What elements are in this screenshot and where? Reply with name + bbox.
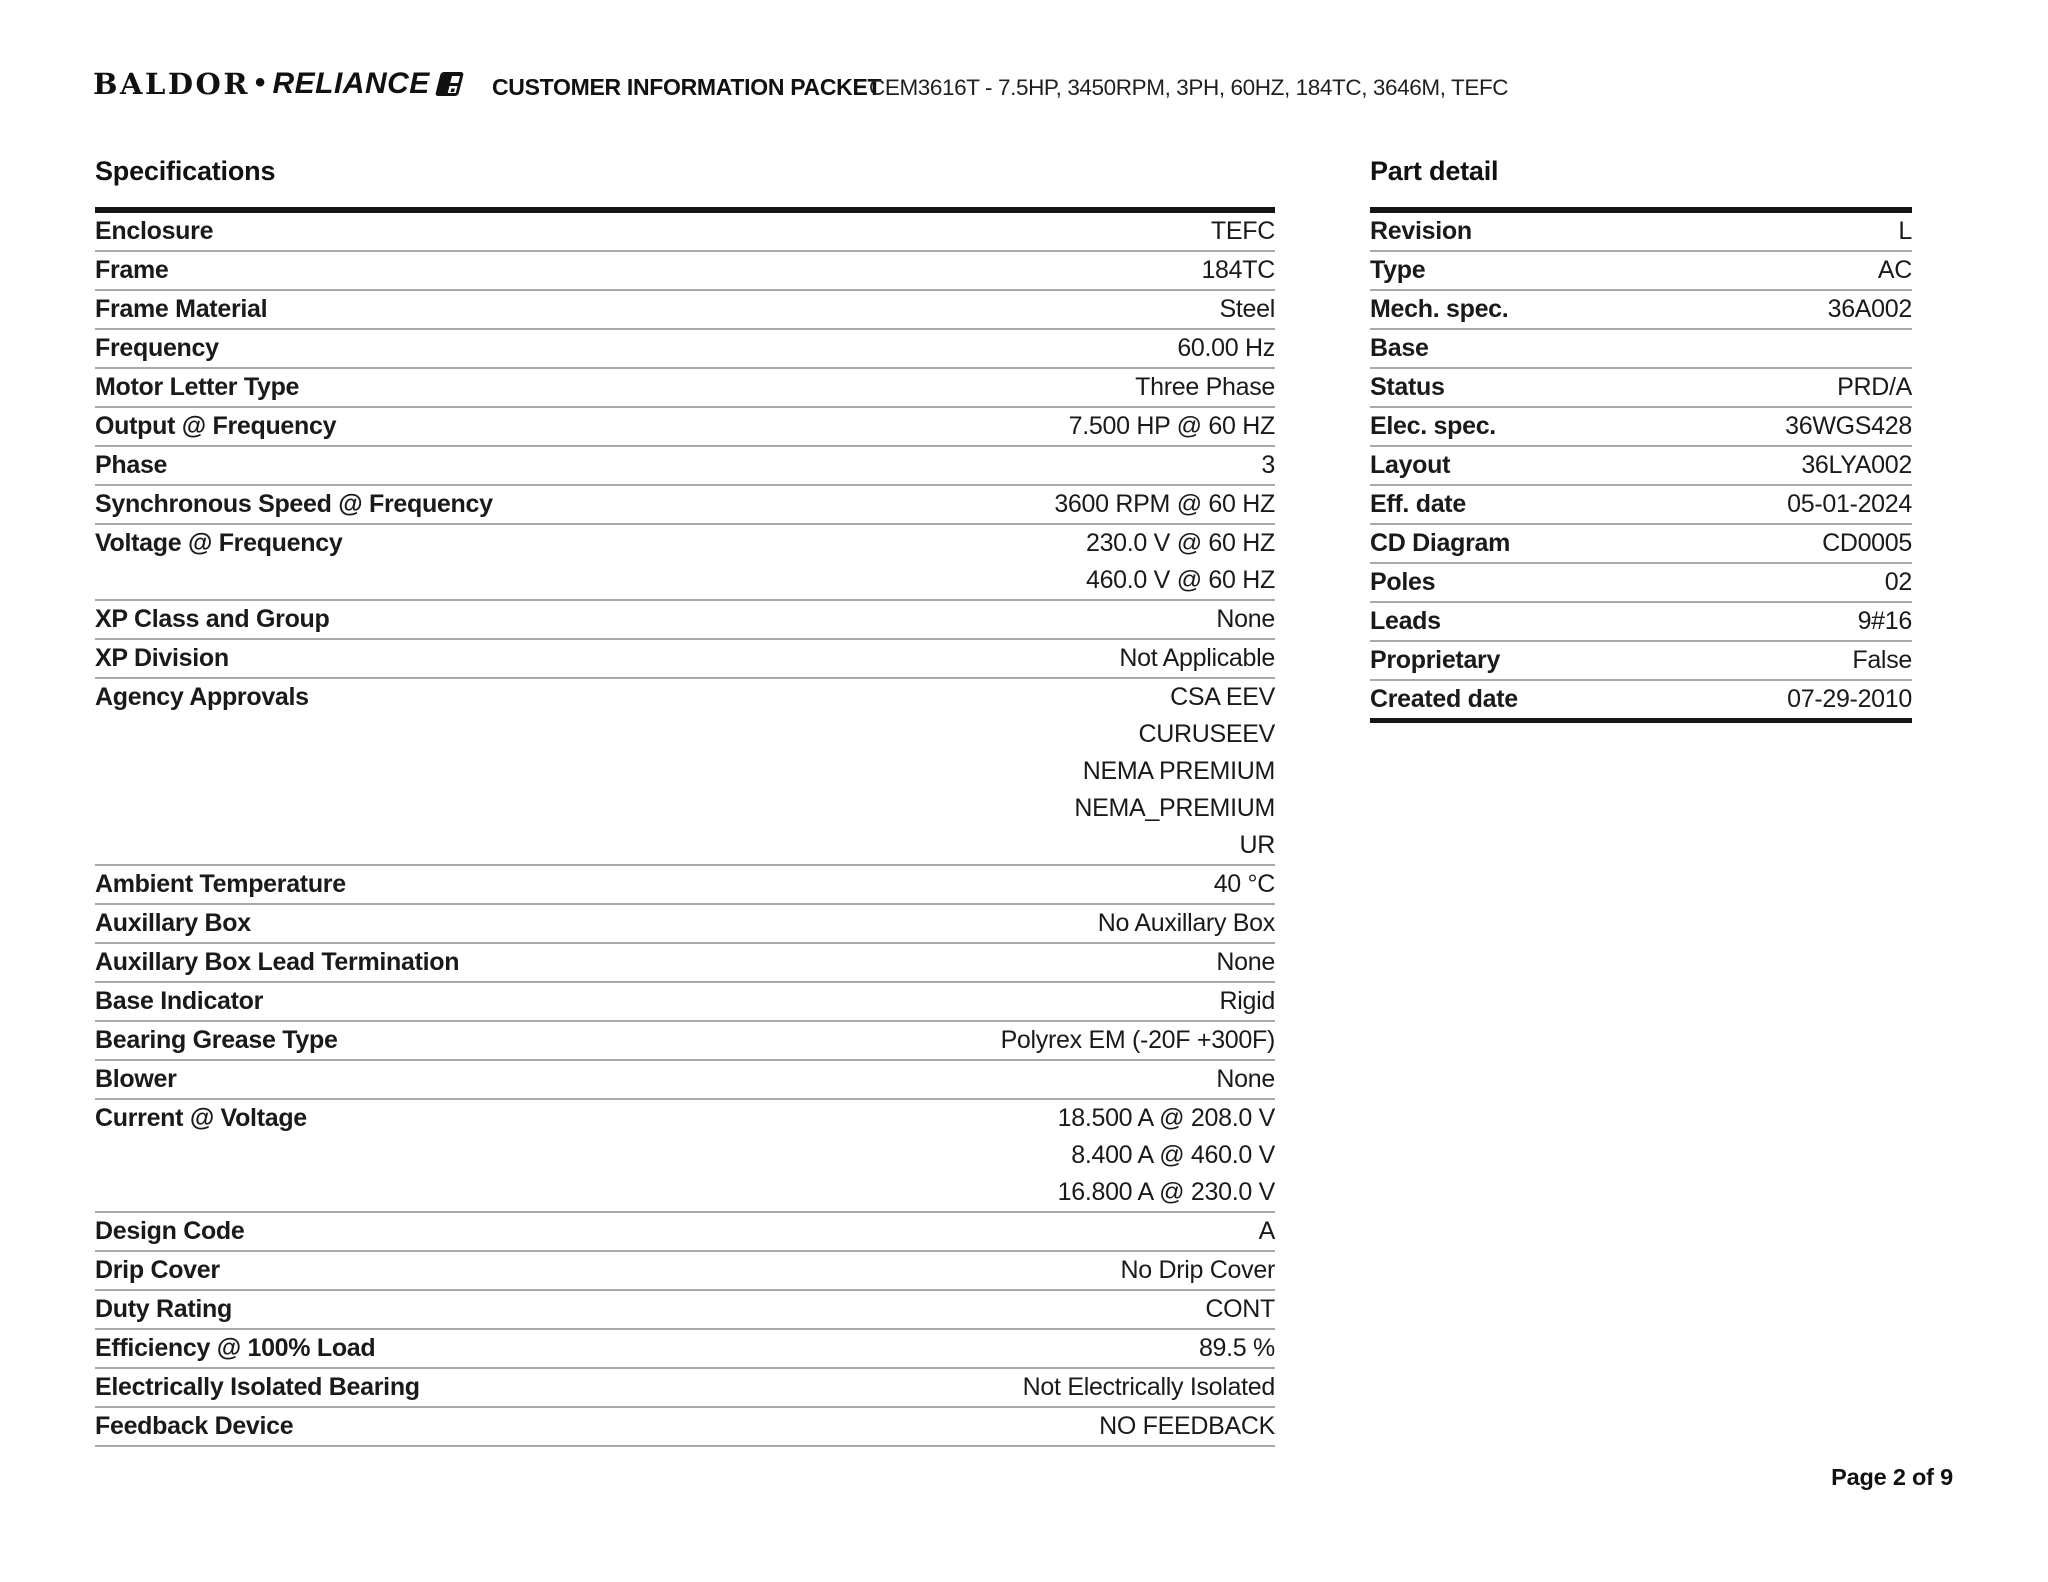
logo-dot-separator: • (254, 65, 266, 99)
table-row (95, 1369, 1275, 1408)
row-values (219, 330, 1275, 367)
row-values (1500, 642, 1912, 679)
row-values (1510, 525, 1912, 562)
row-value: CSA EEV (1170, 683, 1275, 711)
row-value: Three Phase (1135, 373, 1275, 401)
row-label: Eff. date (1370, 490, 1466, 518)
row-label: Feedback Device (95, 1412, 294, 1440)
row-values (1518, 681, 1912, 718)
row-value: 7.500 HP @ 60 HZ (1068, 412, 1275, 440)
row-value: None (1216, 948, 1275, 976)
row-values (1445, 369, 1912, 406)
reliance-flag-icon (432, 68, 464, 100)
table-row (1370, 330, 1912, 369)
row-value: UR (1239, 831, 1275, 859)
table-row (1370, 213, 1912, 252)
row-value: Polyrex EM (-20F +300F) (1000, 1026, 1275, 1054)
table-row (95, 408, 1275, 447)
row-values (1450, 447, 1912, 484)
row-label: Design Code (95, 1217, 245, 1245)
row-label: Blower (95, 1065, 177, 1093)
table-row (95, 944, 1275, 983)
row-values (1496, 408, 1912, 445)
row-label: Mech. spec. (1370, 295, 1509, 323)
row-label: Duty Rating (95, 1295, 232, 1323)
row-value: 3 (1261, 451, 1275, 479)
table-row (1370, 252, 1912, 291)
row-value: None (1216, 1065, 1275, 1093)
row-label: Frame Material (95, 295, 268, 323)
part-detail-table (1370, 158, 1912, 723)
row-label: Base Indicator (95, 987, 264, 1015)
row-values (375, 1330, 1275, 1367)
row-values (342, 525, 1275, 599)
row-label: Voltage @ Frequency (95, 529, 343, 557)
table-row (1370, 681, 1912, 723)
table-row (95, 679, 1275, 866)
table-row (95, 447, 1275, 486)
table-row (95, 640, 1275, 679)
row-values (346, 866, 1275, 903)
specifications-rows (95, 213, 1275, 1447)
table-row (95, 983, 1275, 1022)
product-descriptor: CEM3616T - 7.5HP, 3450RPM, 3PH, 60HZ, 184TC, 3646M, TEFC (869, 75, 1509, 100)
row-label: Layout (1370, 451, 1451, 479)
table-row (95, 525, 1275, 601)
row-value: No Drip Cover (1120, 1256, 1275, 1284)
row-value: 18.500 A @ 208.0 V (1057, 1104, 1275, 1132)
row-label: Synchronous Speed @ Frequency (95, 490, 493, 518)
row-label: CD Diagram (1370, 529, 1511, 557)
row-value: NEMA_PREMIUM (1074, 794, 1275, 822)
row-value: None (1216, 605, 1275, 633)
row-label: XP Division (95, 644, 229, 672)
row-value: 05-01-2024 (1787, 490, 1912, 518)
row-value: Not Applicable (1119, 644, 1275, 672)
row-value: PRD/A (1837, 373, 1912, 401)
reliance-wordmark: RELIANCE (272, 67, 430, 100)
row-values (1472, 213, 1912, 250)
row-values (245, 1213, 1276, 1250)
row-label: Type (1370, 256, 1426, 284)
row-label: Created date (1370, 685, 1518, 713)
row-values (420, 1369, 1275, 1406)
part-detail-title: Part detail (1370, 156, 1499, 186)
page-number: Page 2 of 9 (1831, 1464, 1953, 1490)
table-row (95, 866, 1275, 905)
row-values (459, 944, 1275, 981)
row-values (338, 1022, 1275, 1059)
row-values (263, 983, 1275, 1020)
row-value: 9#16 (1857, 607, 1912, 635)
row-value: 02 (1884, 568, 1912, 596)
row-value: Steel (1219, 295, 1275, 323)
row-value: 36A002 (1827, 295, 1912, 323)
row-label: Drip Cover (95, 1256, 220, 1284)
row-label: Phase (95, 451, 168, 479)
row-label: Frame (95, 256, 169, 284)
row-label: Ambient Temperature (95, 870, 346, 898)
table-row (1370, 603, 1912, 642)
table-row (1370, 525, 1912, 564)
row-label: XP Class and Group (95, 605, 330, 633)
row-value: 40 °C (1213, 870, 1275, 898)
row-label: Revision (1370, 217, 1472, 245)
table-row (1370, 369, 1912, 408)
row-value: 3600 RPM @ 60 HZ (1054, 490, 1275, 518)
document-title: CUSTOMER INFORMATION PACKET (492, 74, 882, 100)
row-value: L (1898, 217, 1912, 245)
table-row (95, 486, 1275, 525)
row-value: 16.800 A @ 230.0 V (1057, 1178, 1275, 1206)
row-values (1429, 330, 1912, 367)
table-row (1370, 447, 1912, 486)
row-label: Enclosure (95, 217, 214, 245)
row-value: 07-29-2010 (1787, 685, 1912, 713)
row-values (493, 486, 1275, 523)
row-values (1425, 252, 1912, 289)
row-value: 36WGS428 (1785, 412, 1912, 440)
table-row (1370, 291, 1912, 330)
table-row (95, 905, 1275, 944)
row-value: 8.400 A @ 460.0 V (1071, 1141, 1275, 1169)
row-value: CURUSEEV (1138, 720, 1275, 748)
row-value: CD0005 (1822, 529, 1912, 557)
part-detail-rows (1370, 213, 1912, 723)
specifications-table (95, 158, 1275, 1447)
table-row (95, 601, 1275, 640)
row-label: Leads (1370, 607, 1441, 635)
row-values (307, 1100, 1275, 1211)
table-row (95, 1252, 1275, 1291)
row-value: NEMA PREMIUM (1082, 757, 1275, 785)
row-label: Agency Approvals (95, 683, 309, 711)
row-value: 184TC (1201, 256, 1275, 284)
row-label: Efficiency @ 100% Load (95, 1334, 376, 1362)
table-row (95, 213, 1275, 252)
table-row (1370, 408, 1912, 447)
row-values (232, 1291, 1275, 1328)
table-row (1370, 486, 1912, 525)
row-label: Bearing Grease Type (95, 1026, 338, 1054)
table-row (95, 1100, 1275, 1213)
row-value: Rigid (1219, 987, 1275, 1015)
row-values (1441, 603, 1912, 640)
table-row (1370, 564, 1912, 603)
row-value: 89.5 % (1198, 1334, 1275, 1362)
row-values (267, 291, 1275, 328)
row-values (1435, 564, 1912, 601)
row-values (220, 1252, 1275, 1289)
table-row (95, 291, 1275, 330)
row-label: Elec. spec. (1370, 412, 1496, 440)
row-value: No Auxillary Box (1097, 909, 1275, 937)
row-values (336, 408, 1275, 445)
row-values (1466, 486, 1912, 523)
table-row (1370, 642, 1912, 681)
row-value: Not Electrically Isolated (1022, 1373, 1275, 1401)
table-row (95, 252, 1275, 291)
table-row (95, 1408, 1275, 1447)
row-label: Base (1370, 334, 1429, 362)
row-value: TEFC (1210, 217, 1275, 245)
baldor-wordmark: BALDOR (93, 67, 250, 101)
brand-logo (93, 62, 464, 106)
table-row (95, 1061, 1275, 1100)
row-value: 230.0 V @ 60 HZ (1085, 529, 1275, 557)
row-values (177, 1061, 1275, 1098)
row-value: NO FEEDBACK (1099, 1412, 1275, 1440)
row-values (293, 1408, 1275, 1445)
row-label: Auxillary Box Lead Termination (95, 948, 460, 976)
row-label: Poles (1370, 568, 1436, 596)
row-label: Output @ Frequency (95, 412, 337, 440)
table-row (95, 1330, 1275, 1369)
row-values (213, 213, 1275, 250)
row-values (251, 905, 1275, 942)
row-label: Current @ Voltage (95, 1104, 307, 1132)
row-values (329, 601, 1275, 638)
row-label: Electrically Isolated Bearing (95, 1373, 420, 1401)
table-row (95, 330, 1275, 369)
row-label: Status (1370, 373, 1445, 401)
table-row (95, 1022, 1275, 1061)
specifications-title: Specifications (95, 156, 276, 186)
row-values (229, 640, 1275, 677)
table-row (95, 1291, 1275, 1330)
row-label: Auxillary Box (95, 909, 251, 937)
row-values (169, 252, 1275, 289)
row-values (299, 369, 1275, 406)
row-values (309, 679, 1275, 864)
row-label: Proprietary (1370, 646, 1501, 674)
row-values (1508, 291, 1912, 328)
row-value: False (1852, 646, 1912, 674)
row-value: AC (1877, 256, 1912, 284)
row-value: 36LYA002 (1801, 451, 1912, 479)
row-label: Frequency (95, 334, 219, 362)
table-row (95, 369, 1275, 408)
row-value: 60.00 Hz (1177, 334, 1275, 362)
table-row (95, 1213, 1275, 1252)
row-label: Motor Letter Type (95, 373, 300, 401)
row-values (167, 447, 1275, 484)
row-value: 460.0 V @ 60 HZ (1085, 566, 1275, 594)
row-value: CONT (1205, 1295, 1275, 1323)
row-value: A (1258, 1217, 1275, 1245)
